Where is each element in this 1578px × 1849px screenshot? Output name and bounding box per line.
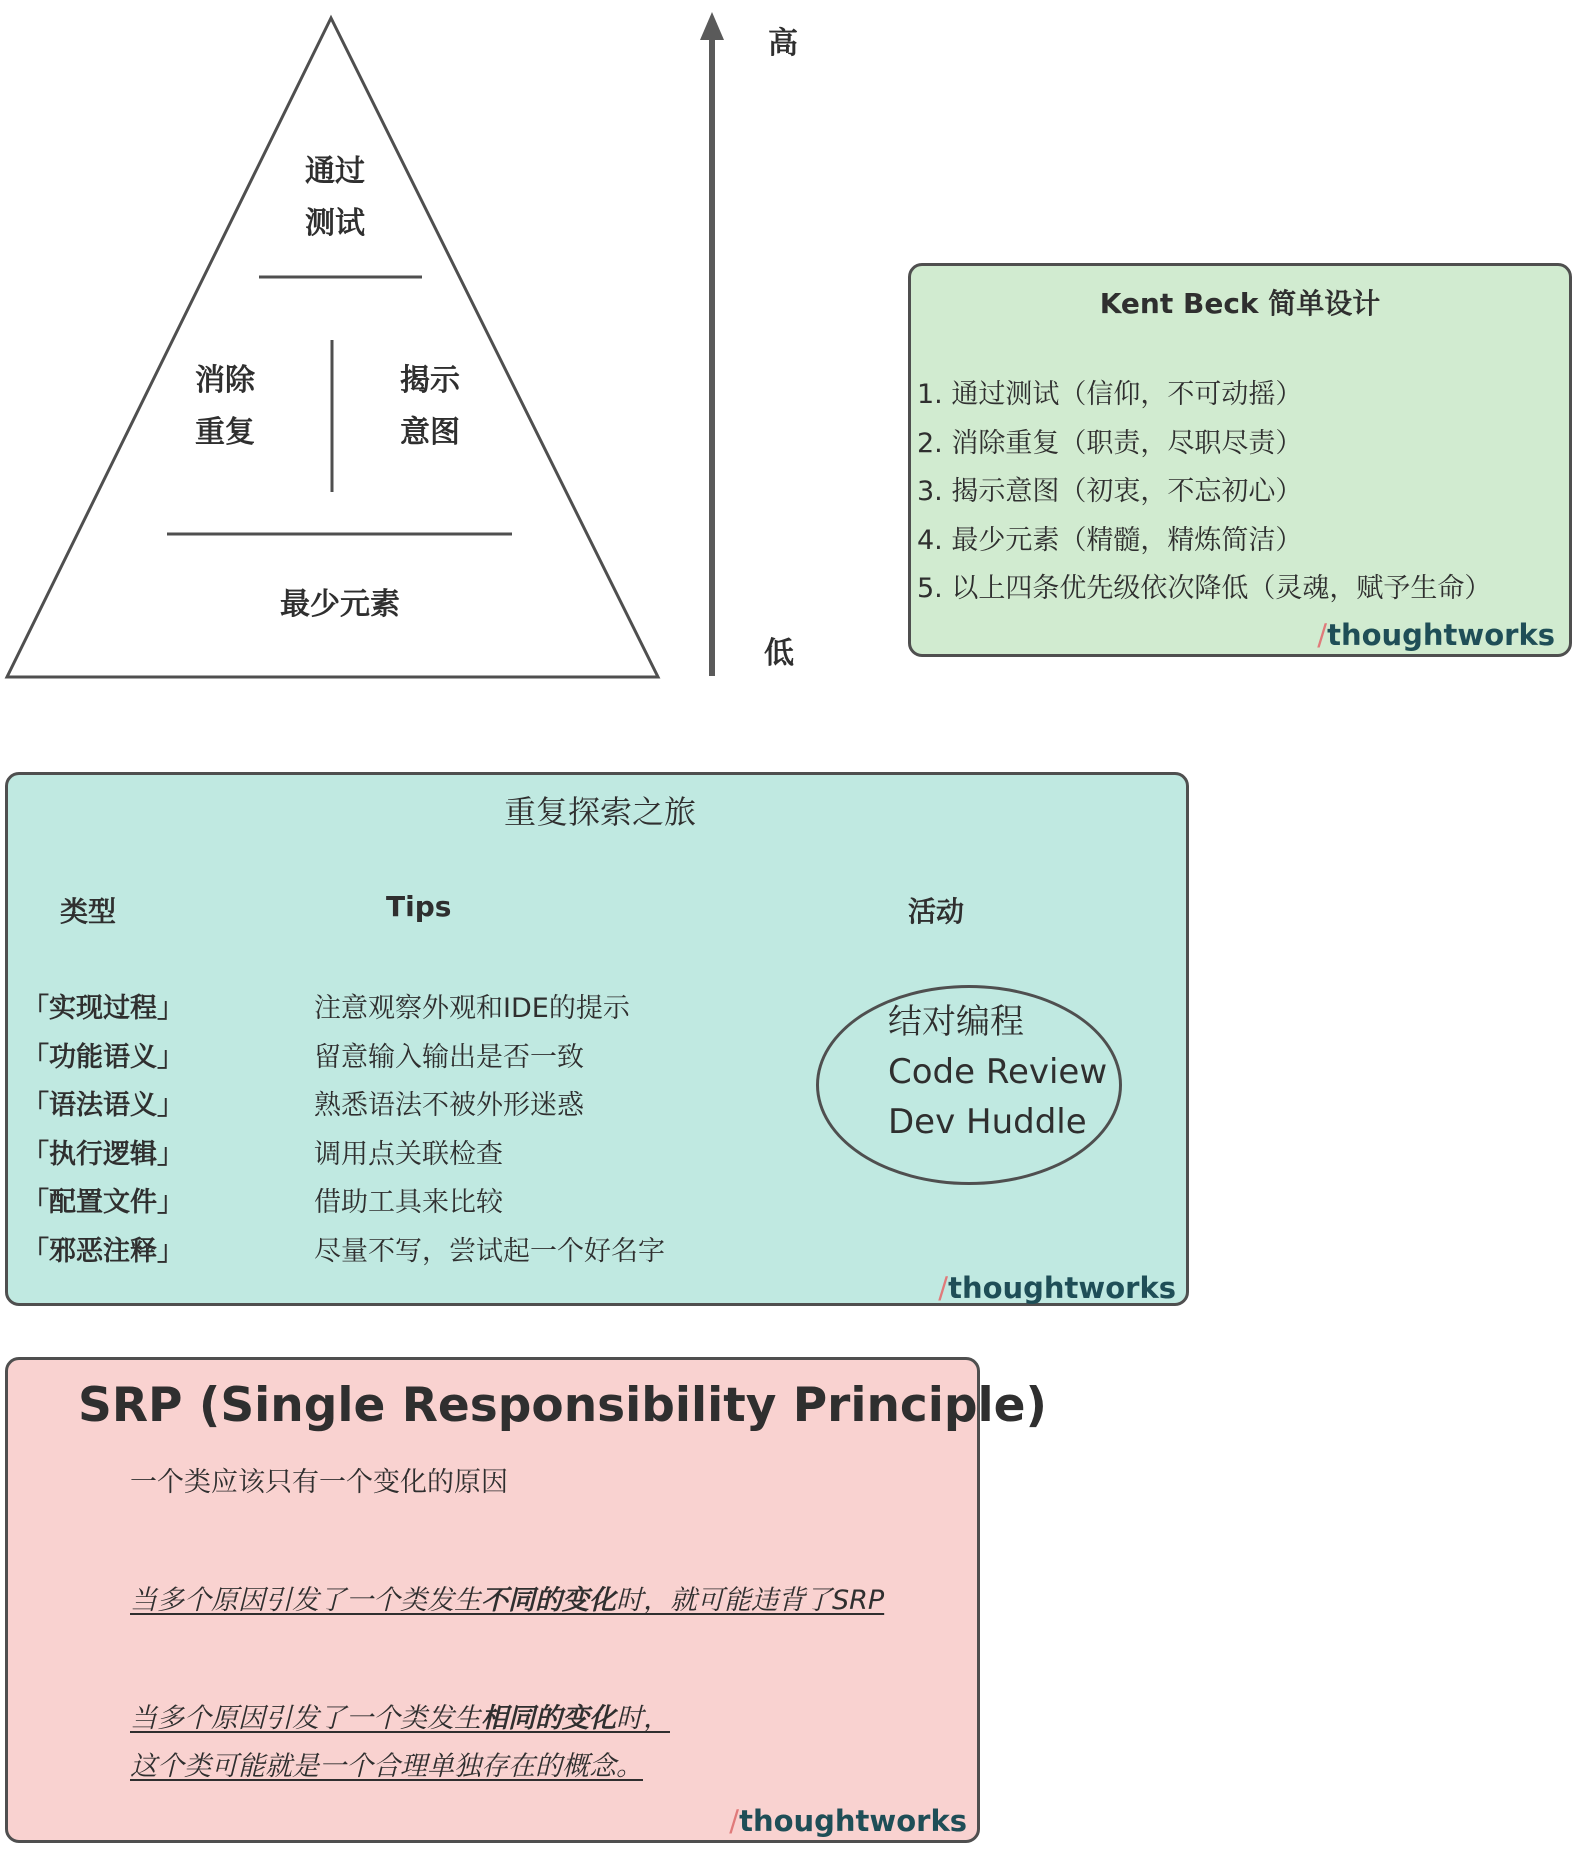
duplication-type: 「邪恶注释」 [22,1235,184,1267]
duplication-type: 「实现过程」 [22,993,184,1024]
duplication-tip: 注意观察外观和IDE的提示 [314,993,630,1024]
kent-beck-rule: 1. 通过测试（信仰，不可动摇） [917,379,1303,410]
srp-note1-post: 时，就可能违背了SRP [616,1585,885,1616]
duplication-tips-list [314,985,665,1277]
logo-text: thoughtworks [948,1271,1176,1305]
pyramid-bottom-label: 最少元素 [280,587,400,622]
activity-item: 结对编程 [888,1002,1024,1042]
header-activity: 活动 [908,895,965,928]
srp-note2-bold: 相同的变化 [481,1703,616,1734]
duplication-tip: 借助工具来比较 [314,1187,503,1219]
srp-note-same-change [130,1696,670,1735]
duplication-tip: 尽量不写，尝试起一个好名字 [314,1235,665,1267]
logo-slash: / [938,1271,949,1305]
duplication-card [5,772,1189,1306]
activity-item: Dev Huddle [888,1102,1087,1142]
logo-text: thoughtworks [1327,618,1555,652]
pyramid-right-line2: 意图 [400,415,460,450]
thoughtworks-logo [729,1804,967,1838]
pyramid-right-label [385,355,475,459]
pyramid-left-line1: 消除 [195,363,255,398]
header-type: 类型 [60,895,117,928]
pyramid-top-line2: 测试 [305,206,365,241]
logo-text: thoughtworks [739,1804,967,1838]
duplication-type: 「执行逻辑」 [22,1138,184,1170]
simple-design-pyramid [0,0,820,680]
logo-slash: / [1317,618,1328,652]
header-tips: Tips [386,890,452,923]
duplication-type: 「语法语义」 [22,1090,184,1122]
srp-note1-bold: 不同的变化 [481,1585,616,1616]
pyramid-left-label [180,355,270,459]
duplication-type: 「配置文件」 [22,1187,184,1219]
duplication-tip: 调用点关联检查 [314,1138,503,1170]
activity-list [888,997,1107,1147]
logo-slash: / [729,1804,740,1838]
srp-note2-pre: 当多个原因引发了一个类发生 [130,1703,481,1734]
pyramid-top-line1: 通过 [305,154,365,189]
srp-card [5,1357,1047,1843]
pyramid-top-label [290,146,380,250]
axis-low-label: 低 [764,636,794,671]
srp-note-different-change [130,1578,884,1617]
srp-title: SRP (Single Responsibility Principle) [78,1378,1047,1433]
pyramid-right-line1: 揭示 [400,363,460,398]
kent-beck-rule: 5. 以上四条优先级依次降低（灵魂，赋予生命） [917,573,1492,604]
axis-high-label: 高 [768,26,798,61]
duplication-types-list [22,985,184,1277]
kent-beck-rule: 2. 消除重复（职责，尽职尽责） [917,427,1303,459]
duplication-tip: 熟悉语法不被外形迷惑 [314,1090,584,1122]
kent-beck-card [908,263,1572,657]
duplication-type: 「功能语义」 [22,1041,184,1073]
kent-beck-title: Kent Beck 简单设计 [1099,287,1381,320]
thoughtworks-logo [938,1271,1176,1305]
srp-note-same-change-line2: 这个类可能就是一个合理单独存在的概念。 [130,1751,643,1782]
duplication-title: 重复探索之旅 [503,793,696,831]
duplication-tip: 留意输入输出是否一致 [314,1041,584,1073]
thoughtworks-logo [1317,618,1555,652]
srp-definition: 一个类应该只有一个变化的原因 [130,1467,508,1498]
kent-beck-rules-list [917,371,1491,614]
kent-beck-rule: 4. 最少元素（精髓，精炼简洁） [917,524,1303,556]
activity-item: Code Review [888,1052,1108,1092]
pyramid-left-line2: 重复 [195,415,255,450]
srp-note2-post: 时， [616,1703,670,1734]
kent-beck-rule: 3. 揭示意图（初衷，不忘初心） [917,476,1303,507]
srp-note1-pre: 当多个原因引发了一个类发生 [130,1585,481,1616]
priority-axis-arrowhead [700,12,724,40]
